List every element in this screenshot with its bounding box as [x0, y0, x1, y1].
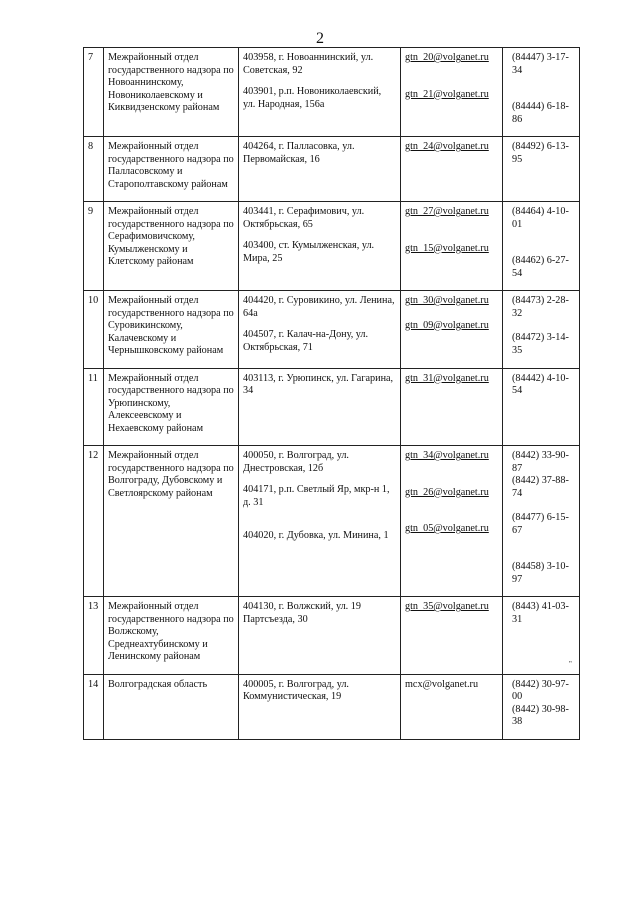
table-row [84, 674, 580, 739]
row-number: 11 [84, 368, 104, 446]
row-number: 8 [84, 137, 104, 202]
address: 403441, г. Серафимович, ул. Октябрьская, 65 [243, 206, 365, 230]
row-number: 13 [84, 597, 104, 675]
phone-number: (84473) 2-28-32 [512, 295, 569, 319]
organization-name: Межрайонный отдел государственного надзора по Серафимовичскому, Кумылженскому и Клетскому районам [104, 202, 239, 291]
phone-number: (8442) 33-90-87 [512, 450, 569, 474]
organization-name: Межрайонный отдел государственного надзора по Новоаннинскому, Новониколаевскому и Киквидзенскому районам [104, 48, 239, 137]
row-number: 9 [84, 202, 104, 291]
phone-number: (84477) 6-15-67 [512, 512, 569, 536]
email-link[interactable]: gtn_21@volganet.ru [405, 88, 489, 100]
address: 403958, г. Новоаннинский, ул. Советская, 92 [243, 52, 374, 76]
email-link[interactable]: gtn_05@volganet.ru [405, 523, 489, 534]
email-link[interactable]: gtn_31@volganet.ru [405, 372, 489, 384]
phone-number: (84444) 6-18-86 [512, 101, 569, 125]
phone-number: (84492) 6-13-95 [512, 141, 569, 165]
address: 404264, г. Палласовка, ул. Первомайская, 16 [243, 141, 355, 165]
row-number: 7 [84, 48, 104, 137]
table-row [84, 137, 580, 202]
organization-name: Межрайонный отдел государственного надзора по Палласовскому и Старополтавскому районам [104, 137, 239, 202]
table-row [84, 291, 580, 369]
address: 404130, г. Волжский, ул. 19 Партсъезда, 30 [243, 601, 361, 625]
organization-name: Межрайонный отдел государственного надзора по Суровикинскому, Калачевскому и Чернышковскому районам [104, 291, 239, 369]
page-number: 2 [316, 30, 324, 47]
organization-name: Межрайонный отдел государственного надзора по Волгограду, Дубовскому и Светлоярскому районам [104, 446, 239, 597]
row-number: 14 [84, 674, 104, 739]
phone-number: (8442) 37-88-74 [512, 475, 569, 499]
email-link[interactable]: gtn_27@volganet.ru [405, 206, 489, 217]
contacts-table [83, 47, 580, 740]
table-row [84, 202, 580, 291]
phone-number: (84447) 3-17-34 [512, 52, 569, 76]
table-row [84, 446, 580, 597]
table-row [84, 597, 580, 675]
address: 404507, г. Калач-на-Дону, ул. Октябрьская, 71 [243, 329, 369, 353]
email-link[interactable]: gtn_26@volganet.ru [405, 486, 489, 498]
email-link[interactable]: gtn_30@volganet.ru [405, 295, 489, 306]
phone-number: (84472) 3-14-35 [512, 332, 569, 356]
email-link[interactable]: gtn_24@volganet.ru [405, 141, 489, 152]
address: 400050, г. Волгоград, ул. Днестровская, 12б [243, 450, 349, 474]
email-link[interactable]: gtn_20@volganet.ru [405, 52, 489, 63]
row-number: 12 [84, 446, 104, 597]
organization-name: Межрайонный отдел государственного надзора по Урюпинскому, Алексеевскому и Нехаевскому районам [104, 368, 239, 446]
table-row [84, 48, 580, 137]
address: 403113, г. Урюпинск, ул. Гагарина, 34 [243, 372, 394, 396]
phone-number: (8442) 30-97-00 [512, 678, 569, 702]
organization-name: Волгоградская область [104, 674, 239, 739]
address: 404420, г. Суровикино, ул. Ленина, 64а [243, 295, 395, 319]
table-row [84, 368, 580, 446]
email-link[interactable]: mcx@volganet.ru [405, 678, 479, 690]
row-number: 10 [84, 291, 104, 369]
phone-number: (84464) 4-10-01 [512, 206, 569, 230]
organization-name: Межрайонный отдел государственного надзора по Волжскому, Среднеахтубинскому и Ленинскому районам [104, 597, 239, 675]
phone-number: (8443) 41-03-31 [512, 601, 569, 625]
address: 400005, г. Волгоград, ул. Коммунистическая, 19 [243, 678, 349, 702]
footnote-mark: " [569, 660, 572, 668]
email-link[interactable]: gtn_34@volganet.ru [405, 450, 489, 461]
phone-number: (84462) 6-27-54 [512, 255, 569, 279]
address: 403901, р.п. Новониколаевский, ул. Народная, 156а [243, 86, 382, 110]
email-link[interactable]: gtn_35@volganet.ru [405, 601, 489, 612]
phone-number: (8442) 30-98-38 [512, 703, 569, 727]
email-link[interactable]: gtn_09@volganet.ru [405, 319, 489, 331]
address: 404171, р.п. Светлый Яр, мкр-н 1, д. 31 [243, 484, 390, 508]
email-link[interactable]: gtn_15@volganet.ru [405, 242, 489, 254]
address: 403400, ст. Кумылженская, ул. Мира, 25 [243, 240, 375, 264]
phone-number: (84442) 4-10-54 [512, 372, 569, 396]
phone-number: (84458) 3-10-97 [512, 561, 569, 585]
address: 404020, г. Дубовка, ул. Минина, 1 [243, 530, 389, 541]
